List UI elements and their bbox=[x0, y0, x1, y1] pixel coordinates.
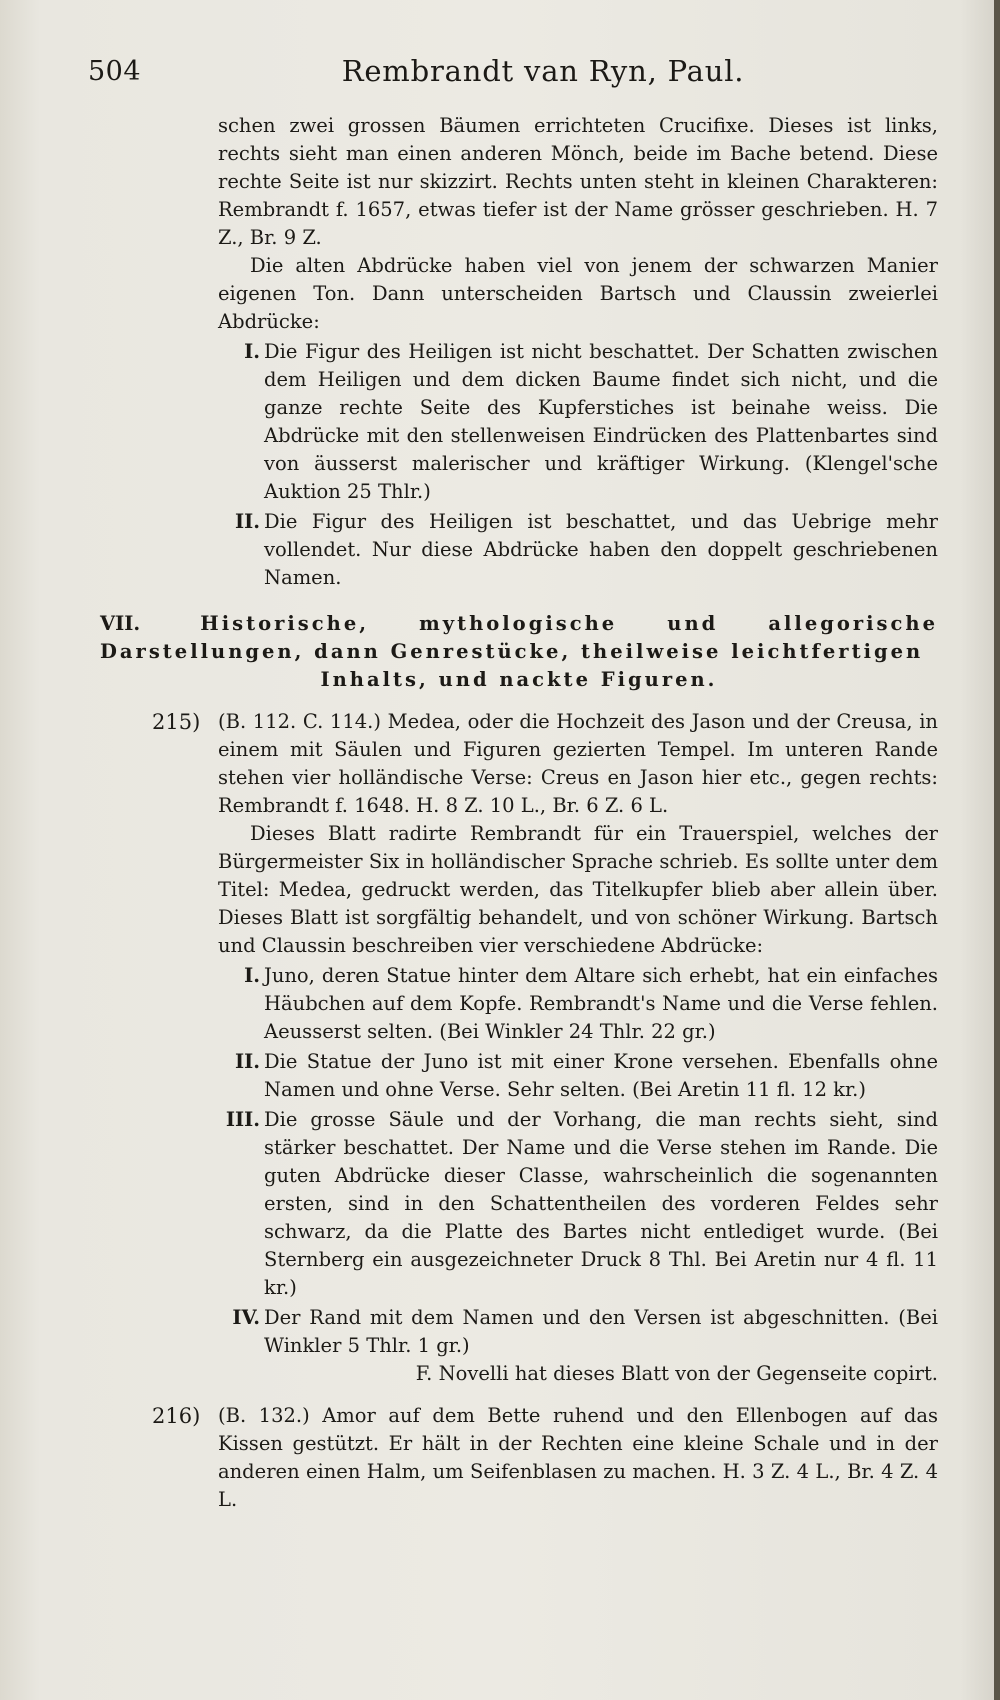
state-item bbox=[234, 1048, 938, 1104]
section-number: VII. bbox=[100, 612, 141, 635]
page-body bbox=[0, 112, 1000, 1514]
state-number: I. bbox=[244, 964, 260, 987]
state-item bbox=[244, 338, 938, 506]
entry-number: 215) bbox=[152, 710, 201, 734]
section-title-last-line: Inhalts, und nackte Figuren. bbox=[320, 668, 718, 691]
state-item bbox=[225, 1106, 938, 1302]
entry-description: (B. 112. C. 114.) Medea, oder die Hochzeit des Jason und der Creusa, in einem mit Säulen und Figuren gezierten Tempel. Im unteren Rande stehen vier holländische Verse: Creus en Jason hier etc., gegen rechts: Rembrandt f. 1648. H. 8 Z. 10 L., Br. 6 Z. 6 L. bbox=[218, 710, 938, 817]
state-text: Der Rand mit dem Namen und den Versen ist abgeschnitten. (Bei Winkler 5 Thlr. 1 gr.) bbox=[264, 1306, 938, 1357]
state-number: III. bbox=[225, 1108, 260, 1131]
state-item bbox=[244, 962, 938, 1046]
section-title: Historische, mythologische und allegorische Darstellungen, dann Genrestücke, theilweise leichtfertigen bbox=[100, 612, 938, 663]
state-text: Juno, deren Statue hinter dem Altare sich erhebt, hat ein einfaches Häubchen auf dem Kopfe. Rembrandt's Name und die Verse fehlen. Aeusserst selten. (Bei Winkler 24 Thlr. 22 gr.) bbox=[264, 964, 938, 1043]
state-item bbox=[232, 1304, 938, 1360]
state-number: II. bbox=[234, 1050, 260, 1073]
state-text: Die Figur des Heiligen ist beschattet, und das Uebrige mehr vollendet. Nur diese Abdrücke haben den doppelt geschriebenen Namen. bbox=[264, 510, 938, 589]
state-text: Die grosse Säule und der Vorhang, die man rechts sieht, sind stärker beschattet. Der Name und die Verse stehen im Rande. Die guten Abdrücke dieser Classe, wahrscheinlich die sogenannten ersten, sind in den Schattentheilen des vorderen Feldes sehr schwarz, da die Platte des Bartes nicht entlediget wurde. (Bei Sternberg ein ausgezeichneter Druck 8 Thl. Bei Aretin nur 4 fl. 11 kr.) bbox=[264, 1108, 938, 1299]
state-item bbox=[234, 508, 938, 592]
catalog-entry-216 bbox=[0, 1402, 1000, 1514]
state-number: II. bbox=[234, 510, 260, 533]
catalog-entry-215 bbox=[0, 708, 1000, 820]
page-number: 504 bbox=[88, 56, 142, 87]
entry-commentary: Dieses Blatt radirte Rembrandt für ein Trauerspiel, welches der Bürgermeister Six in holländischer Sprache schrieb. Es sollte unter dem Titel: Medea, gedruckt werden, das Titelkupfer blieb aber allein über. Dieses Blatt ist sorgfältig behandelt, und von schöner Wirkung. Bartsch und Claussin beschreiben vier verschiedene Abdrücke: bbox=[218, 822, 938, 957]
state-text: Die Figur des Heiligen ist nicht beschattet. Der Schatten zwischen dem Heiligen und dem dicken Baume findet sich nicht, und die ganze rechte Seite des Kupferstiches ist beinahe weiss. Die Abdrücke mit den stellenweisen Eindrücken des Plattenbartes sind von äusserst malerischer und kräftiger Wirkung. (Klengel'sche Auktion 25 Thlr.) bbox=[264, 340, 938, 503]
state-text: Die Statue der Juno ist mit einer Krone versehen. Ebenfalls ohne Namen und ohne Verse. Sehr selten. (Bei Aretin 11 fl. 12 kr.) bbox=[264, 1050, 938, 1101]
page-header bbox=[88, 50, 928, 100]
section-heading bbox=[100, 610, 938, 694]
entry-description: (B. 132.) Amor auf dem Bette ruhend und den Ellenbogen auf das Kissen gestützt. Er hält in der Rechten eine kleine Schale und in der anderen einen Halm, um Seifenblasen zu machen. H. 3 Z. 4 L., Br. 4 Z. 4 L. bbox=[218, 1404, 938, 1511]
intro-impressions-paragraph: Die alten Abdrücke haben viel von jenem der schwarzen Manier eigenen Ton. Dann unterscheiden Bartsch und Claussin zweierlei Abdrücke: bbox=[218, 254, 938, 333]
state-number: IV. bbox=[232, 1306, 260, 1329]
running-title: Rembrandt van Ryn, Paul. bbox=[341, 54, 745, 88]
copy-note: F. Novelli hat dieses Blatt von der Gegenseite copirt. bbox=[415, 1362, 938, 1385]
entry-number: 216) bbox=[152, 1404, 201, 1428]
state-number: I. bbox=[244, 340, 260, 363]
intro-paragraph: schen zwei grossen Bäumen errichteten Crucifixe. Dieses ist links, rechts sieht man einen anderen Mönch, beide im Bache betend. Diese rechte Seite ist nur skizzirt. Rechts unten steht in kleinen Charakteren: Rembrandt f. 1657, etwas tiefer ist der Name grösser geschrieben. H. 7 Z., Br. 9 Z. bbox=[218, 114, 938, 249]
